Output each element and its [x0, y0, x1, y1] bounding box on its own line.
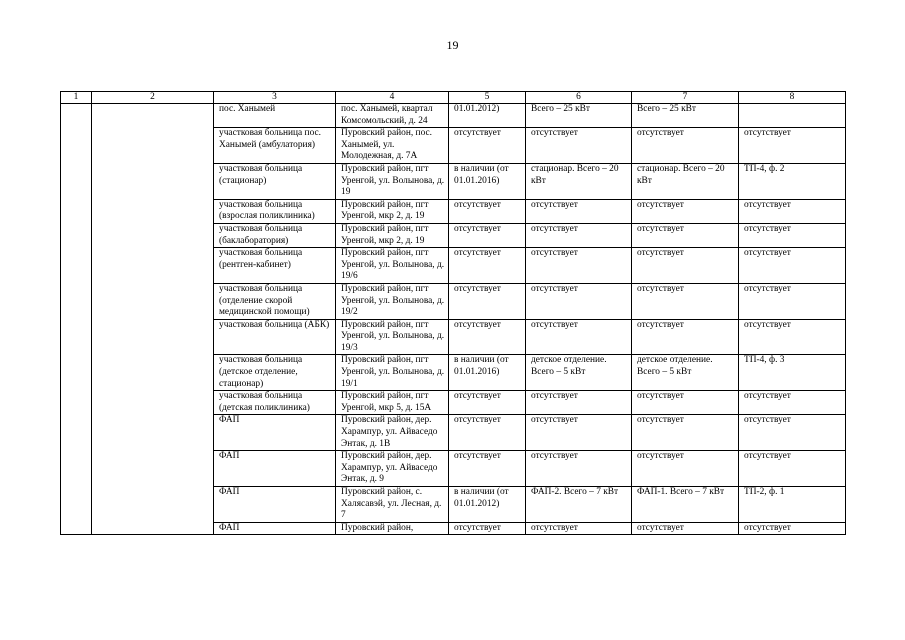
- capacity-cell: отсутствует: [526, 283, 632, 319]
- availability-cell: отсутствует: [449, 283, 526, 319]
- address-cell: Пуровский район, пгт Уренгой, ул. Волынова, д. 19: [336, 163, 449, 199]
- capacity-cell: отсутствует: [526, 415, 632, 451]
- substation-cell: отсутствует: [739, 451, 846, 487]
- allowed-power-cell: отсутствует: [632, 319, 739, 355]
- facility-name-cell: пос. Ханымей: [214, 104, 336, 128]
- capacity-cell: детское отделение. Всего – 5 кВт: [526, 355, 632, 391]
- capacity-cell: ФАП-2. Всего – 7 кВт: [526, 487, 632, 523]
- page-number: 19: [446, 38, 459, 52]
- substation-cell: ТП-4, ф. 2: [739, 163, 846, 199]
- availability-cell: отсутствует: [449, 415, 526, 451]
- substation-cell: [739, 104, 846, 128]
- allowed-power-cell: отсутствует: [632, 415, 739, 451]
- facility-name-cell: участковая больница (детское отделение, стационар): [214, 355, 336, 391]
- availability-cell: отсутствует: [449, 128, 526, 164]
- allowed-power-cell: отсутствует: [632, 522, 739, 535]
- availability-cell: 01.01.2012): [449, 104, 526, 128]
- table-header-row: [61, 92, 846, 104]
- substation-cell: отсутствует: [739, 128, 846, 164]
- substation-cell: отсутствует: [739, 522, 846, 535]
- address-cell: Пуровский район, пос. Ханымей, ул. Молодежная, д. 7А: [336, 128, 449, 164]
- availability-cell: отсутствует: [449, 522, 526, 535]
- allowed-power-cell: отсутствует: [632, 283, 739, 319]
- allowed-power-cell: отсутствует: [632, 451, 739, 487]
- allowed-power-cell: стационар. Всего – 20 кВт: [632, 163, 739, 199]
- capacity-cell: отсутствует: [526, 451, 632, 487]
- capacity-cell: Всего – 25 кВт: [526, 104, 632, 128]
- availability-cell: в наличии (от 01.01.2012): [449, 487, 526, 523]
- availability-cell: в наличии (от 01.01.2016): [449, 355, 526, 391]
- facility-name-cell: участковая больница (стационар): [214, 163, 336, 199]
- facility-name-cell: участковая больница (отделение скорой медицинской помощи): [214, 283, 336, 319]
- facility-name-cell: участковая больница (баклаборатория): [214, 223, 336, 247]
- substation-cell: отсутствует: [739, 199, 846, 223]
- availability-cell: отсутствует: [449, 451, 526, 487]
- facilities-table: [60, 91, 846, 535]
- availability-cell: отсутствует: [449, 223, 526, 247]
- substation-cell: отсутствует: [739, 248, 846, 284]
- capacity-cell: отсутствует: [526, 391, 632, 415]
- facility-name-cell: ФАП: [214, 415, 336, 451]
- column-header: 8: [739, 92, 846, 104]
- allowed-power-cell: отсутствует: [632, 128, 739, 164]
- availability-cell: отсутствует: [449, 391, 526, 415]
- allowed-power-cell: детское отделение. Всего – 5 кВт: [632, 355, 739, 391]
- column-header: 5: [449, 92, 526, 104]
- column-header: 1: [61, 92, 92, 104]
- substation-cell: отсутствует: [739, 319, 846, 355]
- allowed-power-cell: отсутствует: [632, 391, 739, 415]
- address-cell: Пуровский район, пгт Уренгой, мкр 2, д. 19: [336, 199, 449, 223]
- capacity-cell: отсутствует: [526, 522, 632, 535]
- availability-cell: отсутствует: [449, 199, 526, 223]
- facility-name-cell: ФАП: [214, 522, 336, 535]
- facility-name-cell: участковая больница (детская поликлиника): [214, 391, 336, 415]
- substation-cell: отсутствует: [739, 391, 846, 415]
- column-header: 3: [214, 92, 336, 104]
- allowed-power-cell: отсутствует: [632, 248, 739, 284]
- facility-name-cell: участковая больница (рентген-кабинет): [214, 248, 336, 284]
- availability-cell: в наличии (от 01.01.2016): [449, 163, 526, 199]
- address-cell: Пуровский район, дер. Харампур, ул. Айваседо Энтак, д. 9: [336, 451, 449, 487]
- address-cell: Пуровский район, пгт Уренгой, ул. Волынова, д. 19/6: [336, 248, 449, 284]
- address-cell: Пуровский район, пгт Уренгой, мкр 5, д. 15А: [336, 391, 449, 415]
- address-cell: Пуровский район, с. Халясавэй, ул. Лесная, д. 7: [336, 487, 449, 523]
- facility-name-cell: ФАП: [214, 487, 336, 523]
- availability-cell: отсутствует: [449, 248, 526, 284]
- allowed-power-cell: Всего – 25 кВт: [632, 104, 739, 128]
- column-header: 4: [336, 92, 449, 104]
- substation-cell: отсутствует: [739, 415, 846, 451]
- address-cell: Пуровский район, пгт Уренгой, мкр 2, д. 19: [336, 223, 449, 247]
- table-body: [61, 104, 846, 535]
- allowed-power-cell: отсутствует: [632, 223, 739, 247]
- table-row: [61, 104, 846, 128]
- capacity-cell: отсутствует: [526, 319, 632, 355]
- address-cell: пос. Ханымей, квартал Комсомольский, д. 24: [336, 104, 449, 128]
- address-cell: Пуровский район, дер. Харампур, ул. Айваседо Энтак, д. 1В: [336, 415, 449, 451]
- capacity-cell: отсутствует: [526, 248, 632, 284]
- availability-cell: отсутствует: [449, 319, 526, 355]
- facility-name-cell: участковая больница (АБК): [214, 319, 336, 355]
- column-header: 7: [632, 92, 739, 104]
- column-header: 6: [526, 92, 632, 104]
- column-header: 2: [92, 92, 214, 104]
- facility-name-cell: участковая больница (взрослая поликлиника): [214, 199, 336, 223]
- substation-cell: отсутствует: [739, 283, 846, 319]
- address-cell: Пуровский район, пгт Уренгой, ул. Волынова, д. 19/3: [336, 319, 449, 355]
- capacity-cell: отсутствует: [526, 128, 632, 164]
- merged-column-1-cell: [61, 104, 92, 535]
- capacity-cell: отсутствует: [526, 199, 632, 223]
- capacity-cell: стационар. Всего – 20 кВт: [526, 163, 632, 199]
- allowed-power-cell: отсутствует: [632, 199, 739, 223]
- capacity-cell: отсутствует: [526, 223, 632, 247]
- substation-cell: отсутствует: [739, 223, 846, 247]
- facility-name-cell: ФАП: [214, 451, 336, 487]
- substation-cell: ТП-4, ф. 3: [739, 355, 846, 391]
- address-cell: Пуровский район,: [336, 522, 449, 535]
- substation-cell: ТП-2, ф. 1: [739, 487, 846, 523]
- address-cell: Пуровский район, пгт Уренгой, ул. Волынова, д. 19/2: [336, 283, 449, 319]
- allowed-power-cell: ФАП-1. Всего – 7 кВт: [632, 487, 739, 523]
- facility-name-cell: участковая больница пос. Ханымей (амбулатория): [214, 128, 336, 164]
- merged-column-2-cell: [92, 104, 214, 535]
- address-cell: Пуровский район, пгт Уренгой, ул. Волынова, д. 19/1: [336, 355, 449, 391]
